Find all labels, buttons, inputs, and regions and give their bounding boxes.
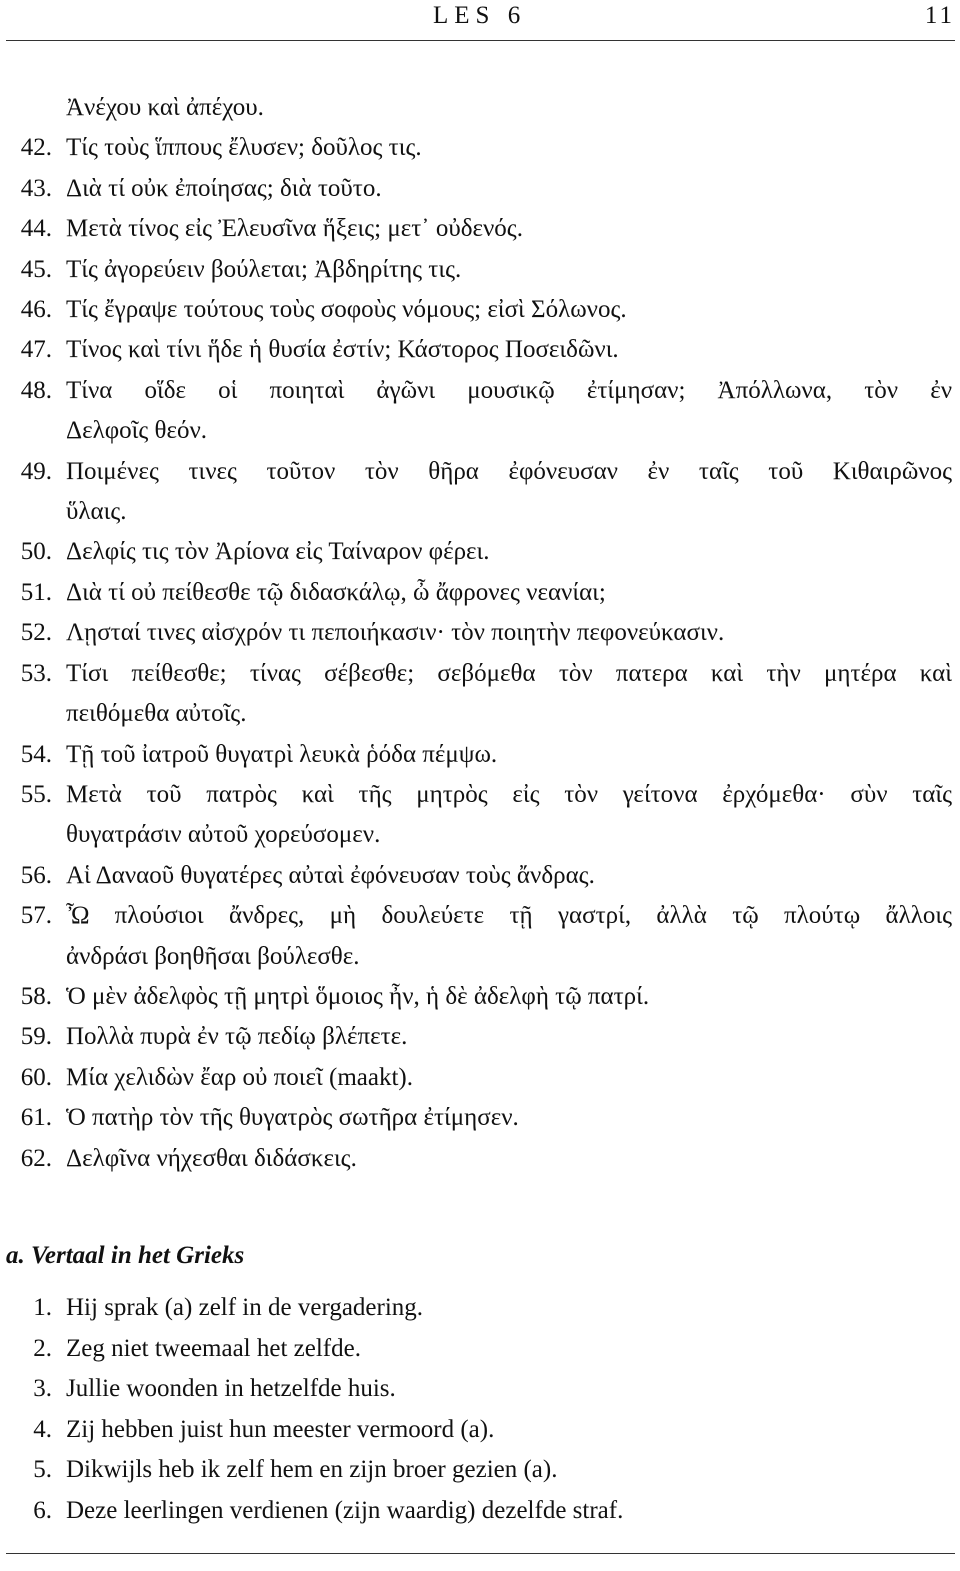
exercise-line [0,330,960,370]
translation-number: 4. [33,1415,52,1443]
exercise-text: Τῇ τοῦ ἰατροῦ θυγατρὶ λευκὰ ῥόδα πέμψω. [66,740,498,768]
exercise-number: 49. [20,457,52,485]
exercise-line [0,250,960,290]
exercise-text: Δελφίς τις τὸν Ἀρίονα εἰς Ταίναρον φέρει. [66,538,490,566]
exercise-line [0,411,960,451]
exercise-line [0,815,960,855]
exercise-text: Μετὰ τοῦ πατρὸς καὶ τῆς μητρὸς εἰς τὸν γείτονα ἐρχόμεθα· σὺν ταῖς [66,780,952,808]
exercise-text: Λῃσταί τινες αἰσχρόν τι πεποιήκασιν· τὸν ποιητὴν πεφονεύκασιν. [66,619,725,647]
exercise-line [0,290,960,330]
exercise-text-continued: ὕλαις. [66,498,127,526]
exercise-text-continued: πειθόμεθα αὐτοῖς. [66,700,247,728]
exercise-line [0,371,960,411]
exercise-line [0,977,960,1017]
translation-text: Hij sprak (a) zelf in de vergadering. [66,1294,424,1321]
exercise-line [0,128,960,168]
exercise-number: 62. [20,1144,52,1172]
exercise-text: Πολλὰ πυρὰ ἐν τῷ πεδίῳ βλέπετε. [66,1023,408,1051]
exercise-text: Τίς ἔγραψε τούτους τοὺς σοφοὺς νόμους; εἰσὶ Σόλωνος. [66,296,627,324]
exercise-line [0,573,960,613]
translation-number: 5. [33,1456,52,1484]
translation-item [0,1491,960,1532]
exercise-number: 52. [20,619,52,647]
exercise-number: 45. [20,255,52,283]
exercise-text: Ποιμένες τινες τοῦτον τὸν θῆρα ἐφόνευσαν ἐν ταῖς τοῦ Κιθαιρῶνος [66,457,952,485]
exercise-number: 61. [20,1104,52,1132]
exercise-line [0,654,960,694]
exercise-number: 46. [20,296,52,324]
exercise-number: 59. [20,1023,52,1051]
exercise-text: Τίς ἀγορεύειν βούλεται; Ἀβδηρίτης τις. [66,255,462,283]
exercise-line [0,492,960,532]
translation-text: Deze leerlingen verdienen (zijn waardig) dezelfde straf. [66,1496,624,1524]
exercise-number: 51. [20,578,52,606]
exercise-line [0,209,960,249]
exercise-number: 54. [20,740,52,768]
exercise-line [0,1139,960,1179]
exercise-line [0,169,960,209]
translation-text: Zeg niet tweemaal het zelfde. [66,1334,361,1362]
exercise-line [0,856,960,896]
translation-item [0,1329,960,1370]
exercise-line [0,1058,960,1098]
translation-number: 3. [33,1375,52,1403]
exercise-number: 43. [20,174,52,202]
exercise-text: Διὰ τί οὐ πείθεσθε τῷ διδασκάλῳ, ὦ ἄφρονες νεανίαι; [66,578,606,606]
footer-rule [6,1553,955,1554]
exercise-text: Τίνος καὶ τίνι ἥδε ἡ θυσία ἐστίν; Κάστορος Ποσειδῶνι. [66,336,619,364]
exercise-number: 55. [20,780,52,808]
exercise-number: 48. [20,376,52,404]
translation-item [0,1369,960,1410]
exercise-number: 44. [20,215,52,243]
exercise-line [0,1098,960,1138]
exercise-text-continued: Δελφοῖς θεόν. [66,417,208,445]
exercise-line [0,532,960,572]
exercise-text: Ὁ πατὴρ τὸν τῆς θυγατρὸς σωτῆρα ἐτίμησεν. [66,1104,519,1132]
exercise-text-continued: ἀνδράσι βοηθῆσαι βούλεσθε. [66,942,360,970]
exercise-line [0,896,960,936]
page-header [6,0,955,41]
translation-item [0,1450,960,1491]
intro-text: Ἀνέχου καὶ ἀπέχου. [66,94,264,121]
exercise-text: Δελφῖνα νήχεσθαι διδάσκεις. [66,1144,357,1172]
exercise-line [0,694,960,734]
exercise-text: Τίς τοὺς ἵππους ἔλυσεν; δοῦλος τις. [66,134,422,162]
exercise-line [0,735,960,775]
exercise-number: 60. [20,1063,52,1091]
exercise-number: 47. [20,336,52,364]
exercise-number: 58. [20,982,52,1010]
page-number: 11 [924,2,955,29]
translation-number: 1. [33,1294,52,1321]
chapter-title: LES 6 [433,2,527,29]
exercise-text: Ὁ μὲν ἀδελφὸς τῇ μητρὶ ὅμοιος ἦν, ἡ δὲ ἀδελφὴ τῷ πατρί. [66,982,650,1010]
exercise-line [0,775,960,815]
translation-number: 2. [33,1334,52,1362]
exercise-text: Μία χελιδὼν ἔαρ οὐ ποιεῖ (maakt). [66,1063,413,1091]
translation-text: Dikwijls heb ik zelf hem en zijn broer gezien (a). [66,1456,558,1484]
translation-item [0,1288,960,1329]
exercise-number: 57. [20,902,52,930]
exercise-text: Αἱ Δαναοῦ θυγατέρες αὐταὶ ἐφόνευσαν τοὺς ἄνδρας. [66,861,595,889]
translation-text: Jullie woonden in hetzelfde huis. [66,1375,396,1403]
exercise-line [0,937,960,977]
exercise-text: Τίσι πείθεσθε; τίνας σέβεσθε; σεβόμεθα τὸν πατερα καὶ τὴν μητέρα καὶ [66,659,952,687]
translation-item [0,1410,960,1451]
translation-text: Zij hebben juist hun meester vermoord (a). [66,1415,495,1443]
exercise-line [0,613,960,653]
exercise-text: Ὦ πλούσιοι ἄνδρες, μὴ δουλεύετε τῇ γαστρί, ἀλλὰ τῷ πλούτῳ ἄλλοις [66,902,952,930]
exercise-number: 50. [20,538,52,566]
exercise-text: Μετὰ τίνος εἰς Ἐλευσῖνα ἥξεις; μετ᾽ οὐδενός. [66,215,523,243]
exercise-number: 56. [20,861,52,889]
dutch-exercise-list [0,1288,960,1532]
exercise-text-continued: θυγατράσιν αὐτοῦ χορεύσομεν. [66,821,381,849]
translation-number: 6. [33,1496,52,1524]
exercise-line [0,452,960,492]
exercise-text: Τίνα οἵδε οἱ ποιηταὶ ἀγῶνι μουσικῷ ἐτίμησαν; Ἀπόλλωνα, τὸν ἐν [66,376,952,404]
exercise-text: Διὰ τί οὐκ ἐποίησας; διὰ τοῦτο. [66,174,382,202]
intro-line [0,88,960,128]
section-heading: a. Vertaal in het Grieks [6,1242,245,1269]
exercise-line [0,1017,960,1057]
greek-exercise-list [0,88,960,1179]
exercise-number: 53. [20,659,52,687]
exercise-number: 42. [20,134,52,162]
